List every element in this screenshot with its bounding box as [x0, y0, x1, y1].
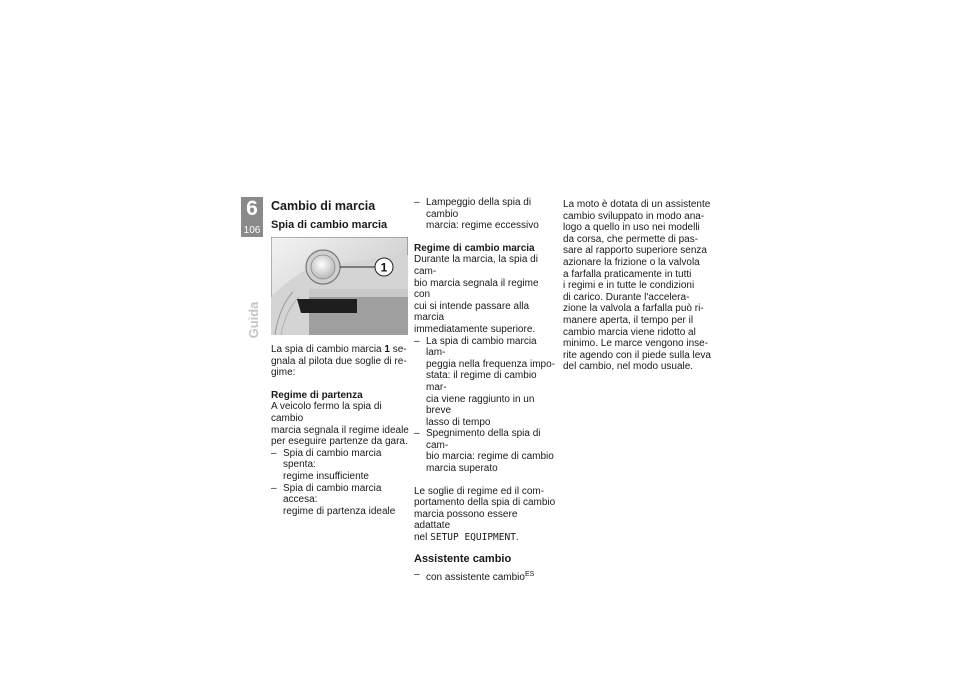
- body-line: di carico. Durante l'accelera-: [563, 291, 690, 303]
- body-paragraph: [414, 254, 556, 335]
- list-line: regime insufficiente: [283, 470, 369, 482]
- list-item: [271, 483, 411, 518]
- body-line: Durante la marcia, la spia di cam-: [414, 254, 538, 277]
- list-item: [271, 448, 411, 483]
- section-heading: Regime di cambio marcia: [414, 242, 535, 254]
- list-line: con assistente cambio: [426, 571, 525, 583]
- intro-ref: 1: [384, 344, 390, 355]
- list-item: [414, 197, 556, 232]
- body-line: bio marcia segnala il regime con: [414, 277, 539, 301]
- body-line: a farfalla praticamente in tutti: [563, 268, 692, 280]
- chapter-number: 6: [246, 197, 258, 220]
- list-item: [414, 569, 556, 584]
- body-line: manere aperta, il tempo per il: [563, 314, 694, 326]
- list-line: regime di partenza ideale: [283, 505, 396, 517]
- body-line: cambio marcia viene ridotto al: [563, 326, 696, 338]
- menu-reference: SETUP EQUIPMENT: [430, 532, 516, 544]
- body-line: del cambio, nel modo usuale.: [563, 361, 694, 373]
- list-line: marcia: regime eccessivo: [426, 220, 539, 232]
- body-line: zione la valvola a farfalla può ri-: [563, 303, 704, 315]
- figure-callout-1: 1: [380, 260, 388, 275]
- body-line: per eseguire partenze da gara.: [271, 436, 408, 448]
- body-line: da corsa, che permette di pas-: [563, 233, 699, 245]
- list-line: cia viene raggiunto in un breve: [426, 393, 535, 417]
- body-paragraph: [414, 486, 556, 544]
- chapter-label: Guida: [246, 301, 261, 339]
- column-3: [563, 199, 713, 373]
- list-line: Spia di cambio marcia spenta:: [283, 447, 382, 471]
- body-line: Le soglie di regime ed il com-: [414, 485, 545, 497]
- body-text: nel: [414, 532, 431, 544]
- intro-line: gime:: [271, 367, 296, 379]
- list-line: lasso di tempo: [426, 416, 491, 428]
- body-paragraph: [563, 199, 713, 373]
- list-line: Lampeggio della spia di cambio: [426, 197, 532, 220]
- body-line: portamento della spia di cambio: [414, 497, 556, 509]
- intro-paragraph: [271, 344, 411, 379]
- body-line: cambio sviluppato in modo ana-: [563, 210, 705, 222]
- column-1: [271, 199, 411, 517]
- instrument-cluster-illustration: [271, 237, 408, 335]
- list-line: La spia di cambio marcia lam-: [426, 335, 537, 359]
- list-item: [414, 428, 556, 474]
- list-line: bio marcia: regime di cambio: [426, 451, 554, 463]
- body-line: La moto è dotata di un assistente: [563, 199, 711, 210]
- page-number: 106: [243, 225, 261, 236]
- list-line: stata: il regime di cambio mar-: [426, 370, 537, 393]
- body-line: azionare la frizione o la valvola: [563, 256, 700, 268]
- body-line: cui si intende passare alla marcia: [414, 300, 530, 324]
- subsection-title: Spia di cambio marcia: [271, 219, 388, 231]
- body-text: .: [515, 532, 519, 544]
- body-paragraph: [271, 401, 411, 447]
- body-line: logo a quello in uso nei modelli: [563, 222, 700, 234]
- body-line: A veicolo fermo la spia di cambio: [271, 401, 382, 424]
- body-line: sare al rapporto superiore senza: [563, 245, 707, 257]
- list-item: [414, 336, 556, 429]
- section-title: Cambio di marcia: [271, 199, 376, 213]
- option-superscript: ES: [524, 570, 535, 578]
- body-line: marcia possono essere adattate: [414, 508, 518, 532]
- body-line: minimo. Le marce vengono inse-: [563, 338, 709, 350]
- shift-light-figure: [271, 237, 408, 335]
- list-line: marcia superato: [426, 463, 498, 475]
- body-line: immediatamente superiore.: [414, 323, 536, 335]
- intro-line: gnala al pilota due soglie di re-: [271, 355, 407, 367]
- body-line: marcia segnala il regime ideale: [271, 424, 409, 436]
- body-line: rite agendo con il piede sulla leva: [563, 349, 711, 361]
- intro-text-end: se-: [389, 344, 407, 355]
- column-2: [414, 197, 556, 583]
- subsection-title: Assistente cambio: [414, 552, 512, 565]
- list-line: Spegnimento della spia di cam-: [426, 428, 541, 451]
- body-line: i regimi e in tutte le condizioni: [563, 280, 695, 292]
- intro-text: La spia di cambio marcia: [271, 344, 385, 355]
- section-heading: Regime di partenza: [271, 389, 363, 401]
- list-line: peggia nella frequenza impo-: [426, 358, 555, 370]
- list-line: Spia di cambio marcia accesa:: [283, 482, 382, 506]
